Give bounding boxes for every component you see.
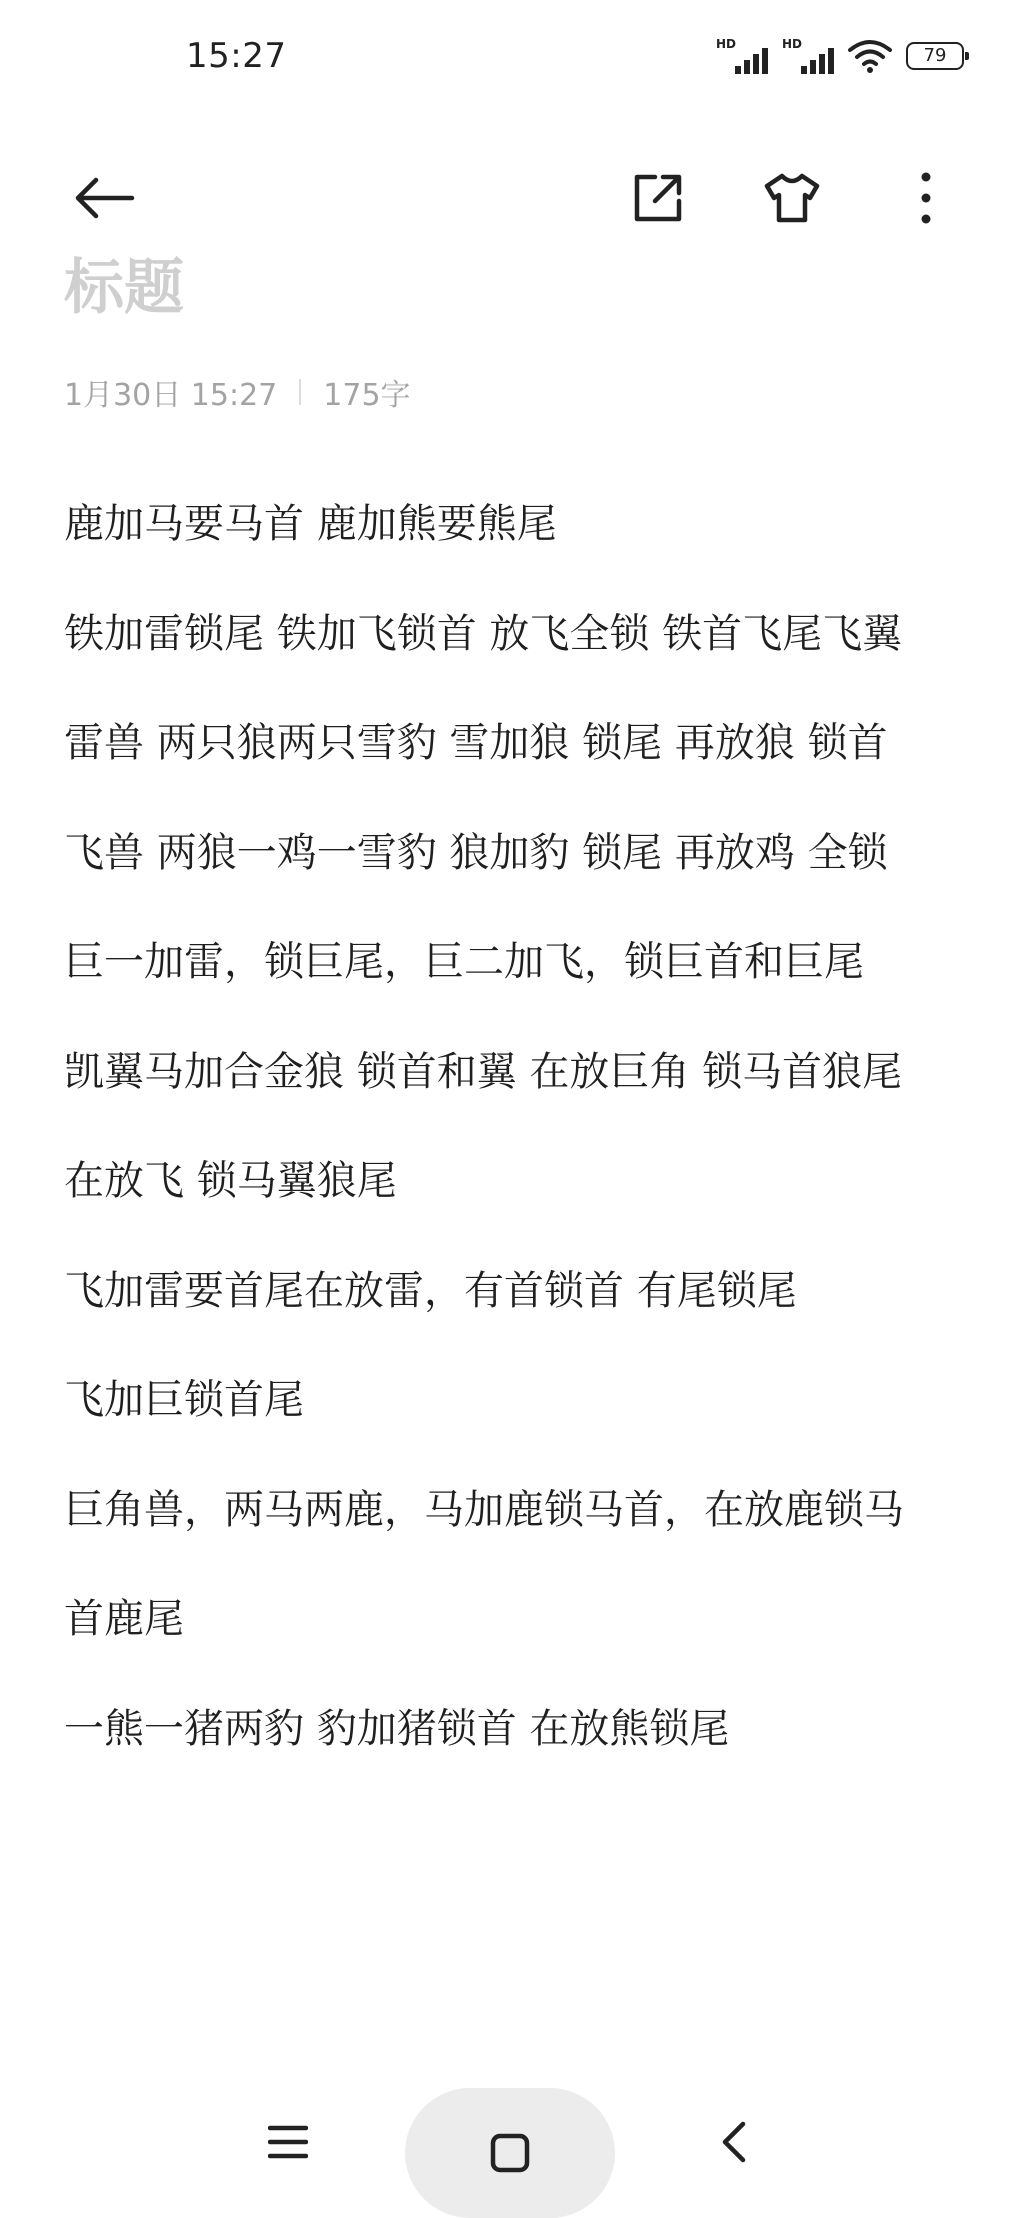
theme-shirt-icon bbox=[763, 172, 821, 224]
note-line: 一熊一猪两豹 豹加猪锁首 在放熊锁尾 bbox=[64, 1705, 730, 1752]
note-date: 1月30日 15:27 bbox=[64, 378, 278, 413]
back-icon bbox=[719, 2120, 749, 2164]
more-vertical-icon bbox=[918, 171, 934, 225]
note-line: 凯翼马加合金狼 锁首和翼 在放巨角 锁马首狼尾 bbox=[64, 1048, 903, 1095]
system-nav-bar bbox=[0, 2080, 1020, 2210]
note-body-editor[interactable] bbox=[64, 470, 984, 1784]
back-arrow-icon bbox=[72, 174, 136, 222]
home-button[interactable] bbox=[405, 2088, 615, 2218]
note-word-count: 175字 bbox=[323, 378, 411, 413]
signal-icon bbox=[782, 38, 834, 74]
menu-icon bbox=[268, 2124, 308, 2160]
recent-apps-button[interactable] bbox=[246, 2100, 330, 2184]
note-line: 飞加雷要首尾在放雷，有首锁首 有尾锁尾 bbox=[64, 1267, 797, 1314]
system-back-button[interactable] bbox=[692, 2100, 776, 2184]
note-line: 在放飞 锁马翼狼尾 bbox=[64, 1158, 397, 1204]
signal-hd-label: HD bbox=[782, 37, 803, 51]
back-button[interactable] bbox=[64, 158, 144, 238]
more-options-button[interactable] bbox=[886, 158, 966, 238]
status-time: 15:27 bbox=[186, 36, 287, 76]
battery-icon: 79 bbox=[906, 42, 964, 70]
signal-icon bbox=[716, 38, 768, 74]
status-icons bbox=[716, 38, 964, 74]
note-line: 飞兽 两狼一鸡一雪豹 狼加豹 锁尾 再放鸡 全锁 bbox=[64, 829, 888, 876]
note-line: 雷兽 两只狼两只雪豹 雪加狼 锁尾 再放狼 锁首 bbox=[64, 720, 888, 766]
meta-divider bbox=[299, 379, 301, 405]
note-line: 飞加巨锁首尾 bbox=[64, 1377, 304, 1423]
share-icon bbox=[631, 171, 685, 225]
note-line: 巨角兽，两马两鹿，马加鹿锁马首，在放鹿锁马 bbox=[64, 1486, 904, 1533]
note-title-input[interactable]: 标题 bbox=[64, 253, 184, 323]
home-icon bbox=[490, 2133, 530, 2173]
signal-hd-label: HD bbox=[716, 37, 737, 51]
note-line: 首鹿尾 bbox=[64, 1596, 184, 1642]
note-meta bbox=[64, 370, 411, 414]
theme-button[interactable] bbox=[752, 158, 832, 238]
status-bar bbox=[0, 0, 1020, 120]
wifi-icon bbox=[848, 38, 892, 74]
share-button[interactable] bbox=[618, 158, 698, 238]
note-line: 鹿加马要马首 鹿加熊要熊尾 bbox=[64, 501, 557, 547]
note-line: 铁加雷锁尾 铁加飞锁首 放飞全锁 铁首飞尾飞翼 bbox=[64, 610, 903, 657]
note-line: 巨一加雷，锁巨尾，巨二加飞，锁巨首和巨尾 bbox=[64, 939, 864, 985]
